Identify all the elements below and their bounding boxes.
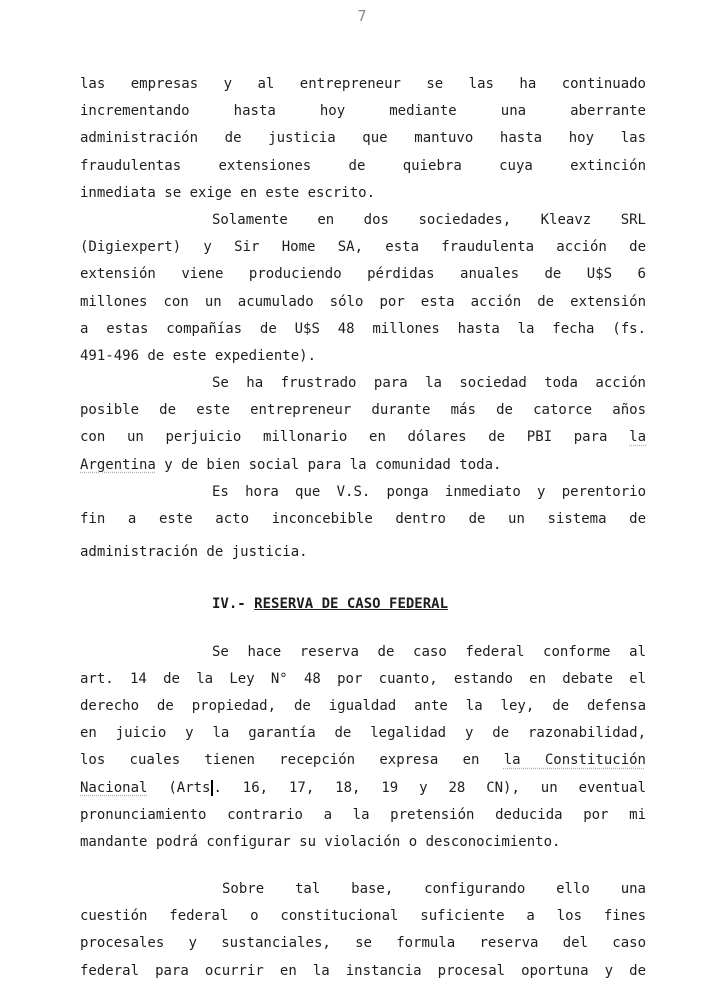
text-line: Se ha frustrado para la sociedad toda acción xyxy=(212,375,646,392)
text-line: mandante podrá configurar su violación o desconocimiento. xyxy=(80,833,561,850)
spellcheck-mark: la Constitución xyxy=(503,752,646,769)
section-number: IV.- xyxy=(212,596,255,613)
text-line: en juicio y la garantía de legalidad y de razonabilidad, xyxy=(80,725,646,742)
text-line: art. 14 de la Ley N° 48 por cuanto, estando en debate el xyxy=(80,670,646,687)
section-heading xyxy=(80,591,646,618)
text-line: extensión viene produciendo pérdidas anuales de U$S 6 xyxy=(80,266,646,283)
paragraph-6 xyxy=(80,876,646,985)
text-line: las empresas y al entrepreneur se las ha continuado xyxy=(80,76,646,92)
text-line: posible de este entrepreneur durante más de catorce años xyxy=(80,402,646,419)
text-line: Sobre tal base, configurando ello una xyxy=(222,881,646,898)
text-line: Es hora que V.S. ponga inmediato y perentorio xyxy=(212,483,646,500)
spellcheck-mark: Nacional xyxy=(80,779,148,796)
text-segment: con un perjuicio millonario en dólares de PBI para xyxy=(80,429,630,446)
text-line: pronunciamiento contrario a la pretensión deducida por mi xyxy=(80,806,646,823)
document-body xyxy=(80,71,646,985)
text-line xyxy=(80,424,646,451)
paragraph-2 xyxy=(80,207,646,370)
text-line: Se hace reserva de caso federal conforme al xyxy=(212,643,646,660)
text-line: (Digiexpert) y Sir Home SA, esta fraudulenta acción de xyxy=(80,239,646,256)
text-line: inmediata se exige en este escrito. xyxy=(80,184,376,201)
text-line: fin a este acto inconcebible dentro de un sistema de xyxy=(80,511,646,527)
text-line xyxy=(80,452,646,479)
text-line: administración de justicia. xyxy=(80,544,308,561)
paragraph-4 xyxy=(80,479,646,567)
section-title: RESERVA DE CASO FEDERAL xyxy=(254,596,449,613)
text-line: federal para ocurrir en la instancia procesal oportuna y de xyxy=(80,962,646,979)
text-segment: y de bien social para la comunidad toda. xyxy=(155,456,502,473)
text-line: millones con un acumulado sólo por esta acción de extensión xyxy=(80,293,646,310)
paragraph-3 xyxy=(80,370,646,479)
text-line: a estas compañías de U$S 48 millones hasta la fecha (fs. xyxy=(80,320,646,337)
text-line xyxy=(80,775,646,802)
spellcheck-mark: la xyxy=(629,429,646,446)
text-line: procesales y sustanciales, se formula reserva del caso xyxy=(80,935,646,952)
spellcheck-mark: Argentina xyxy=(80,456,156,473)
page-number: 7 xyxy=(357,7,367,25)
text-line xyxy=(80,747,646,774)
text-line: incrementando hasta hoy mediante una aberrante xyxy=(80,103,646,120)
text-line: administración de justicia que mantuvo hasta hoy las xyxy=(80,130,646,147)
text-line: cuestión federal o constitucional suficiente a los fines xyxy=(80,908,646,925)
text-line: 491-496 de este expediente). xyxy=(80,347,317,364)
text-line: derecho de propiedad, de igualdad ante la ley, de defensa xyxy=(80,697,646,714)
text-segment: . 16, 17, 18, 19 y 28 CN), un eventual xyxy=(213,779,646,796)
text-segment: (Arts xyxy=(147,779,211,796)
paragraph-5 xyxy=(80,639,646,857)
text-line: fraudulentas extensiones de quiebra cuya extinción xyxy=(80,157,646,174)
text-line: Solamente en dos sociedades, Kleavz SRL xyxy=(212,211,646,228)
paragraph-1 xyxy=(80,71,646,207)
text-segment: los cuales tienen recepción expresa en xyxy=(80,752,504,769)
